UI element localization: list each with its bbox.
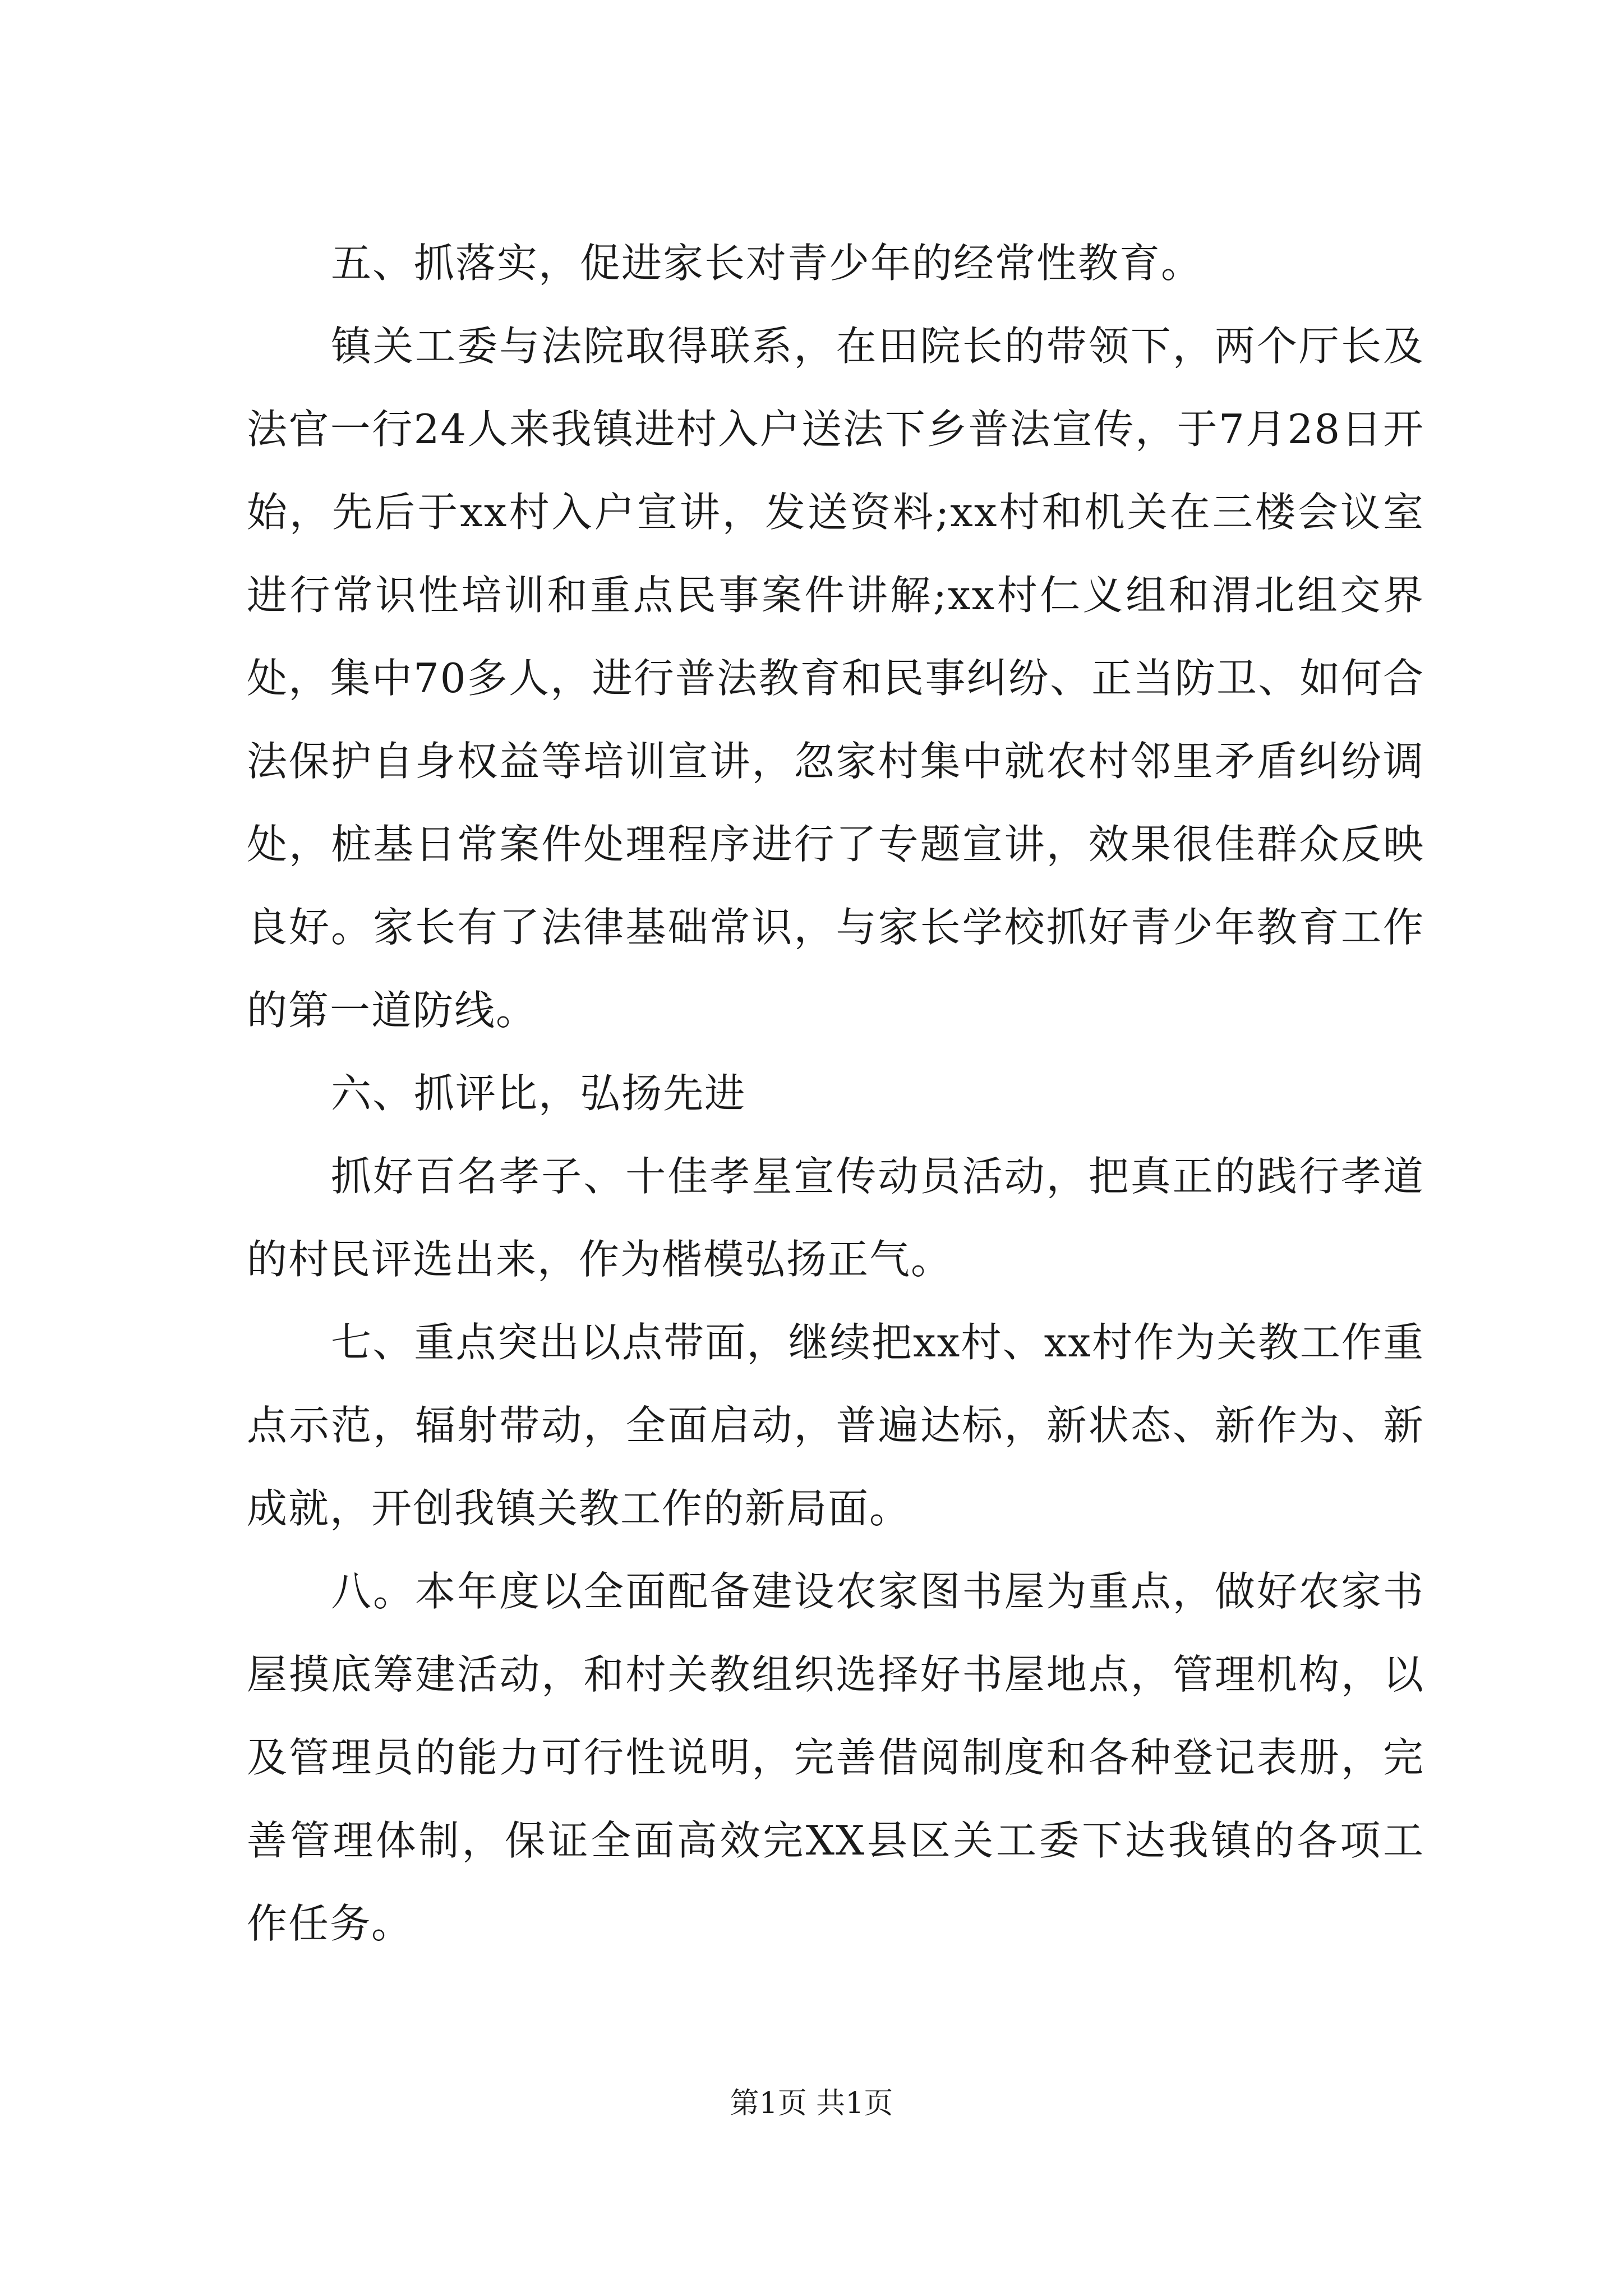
paragraph-section-five-heading: 五、抓落实，促进家长对青少年的经常性教育。 xyxy=(331,240,1203,287)
paragraph-legal-outreach: 镇关工委与法院取得联系，在田院长的带领下，两个厅长及法官一行24人来我镇进村入户送法下乡普法宣传，于7月28日开始，先后于xx村入户宣讲，发送资料;xx村和机关在三楼会议室进行常识性培训和重点民事案件讲解;xx村仁义组和渭北组交界处，集中70多人，进行普法教育和民事纠纷、正当防卫、如何合法保护自身权益等培训宣讲，忽家村集中就农村邻里矛盾纠纷调处，桩基日常案件处理程序进行了专题宣讲，效果很佳群众反映良好。家长有了法律基础常识，与家长学校抓好青少年教育工作的第一道防线。 xyxy=(247,323,1424,1034)
paragraph-section-seven: 七、重点突出以点带面，继续把xx村、xx村作为关教工作重点示范，辐射带动，全面启动，普遍达标，新状态、新作为、新成就，开创我镇关教工作的新局面。 xyxy=(247,1319,1424,1532)
page-number-footer: 第1页 共1页 xyxy=(730,2087,893,2120)
paragraph-filial-piety-campaign: 抓好百名孝子、十佳孝星宣传动员活动，把真正的践行孝道的村民评选出来，作为楷模弘扬正气。 xyxy=(247,1153,1424,1283)
paragraph-section-eight: 八。本年度以全面配备建设农家图书屋为重点，做好农家书屋摸底筹建活动，和村关教组织选择好书屋地点，管理机构，以及管理员的能力可行性说明，完善借阅制度和各种登记表册，完善管理体制，保证全面高效完XX县区关工委下达我镇的各项工作任务。 xyxy=(247,1568,1424,1947)
paragraph-section-six-heading: 六、抓评比，弘扬先进 xyxy=(331,1070,746,1117)
document-body xyxy=(247,222,1424,1965)
